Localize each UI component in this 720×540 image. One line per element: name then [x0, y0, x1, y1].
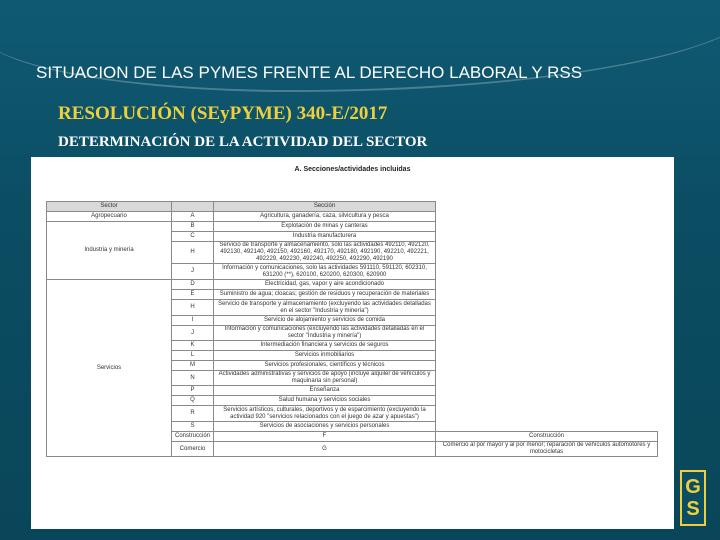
section-description-cell: Servicio de transporte y almacenamiento, solo las actividades 492110, 492120, 492130, 492140, 492150, 492160, 492170, 492180, 492190, 492210, 492221, 492229, 492230, 492240, 492250, 492290, 492190 — [214, 242, 436, 264]
table-header-row — [47, 202, 658, 212]
section-code-cell: H — [172, 300, 214, 316]
section-code-cell: S — [172, 422, 214, 432]
header-section: Sección — [214, 202, 436, 212]
sector-cell: Agropecuario — [47, 212, 172, 222]
section-code-cell: P — [172, 386, 214, 396]
table-row — [47, 222, 658, 232]
section-code-cell: J — [172, 326, 214, 341]
section-description-cell: Información y comunicaciones, solo las actividades 591110, 591120, 602310, 631200 (**), 620100, 620200, 620300, 620900 — [214, 264, 436, 280]
section-subheading: DETERMINACIÓN DE LA ACTIVIDAD DEL SECTOR — [58, 134, 428, 150]
section-description-cell: Servicios profesionales, científicos y técnicos — [214, 361, 436, 371]
section-code-cell: L — [172, 351, 214, 361]
section-description-cell: Agricultura, ganadería, caza, silvicultura y pesca — [214, 212, 436, 222]
logo-letter-s: S — [686, 498, 700, 520]
sector-cell: Servicios — [47, 280, 172, 457]
section-description-cell: Comercio al por mayor y al por menor; reparación de vehículos automotores y motocicletas — [436, 442, 658, 457]
table-row — [47, 212, 658, 222]
header-sector: Sector — [47, 202, 172, 212]
section-description-cell: Electricidad, gas, vapor y aire acondicionado — [214, 280, 436, 290]
section-code-cell: B — [172, 222, 214, 232]
section-code-cell: C — [172, 232, 214, 242]
activities-table — [46, 201, 658, 457]
sector-cell: Comercio — [172, 442, 214, 457]
resolution-heading: RESOLUCIÓN (SEyPYME) 340-E/2017 — [58, 103, 388, 124]
logo-letter-g: G — [685, 476, 701, 498]
header-code — [172, 202, 214, 212]
section-description-cell: Explotación de minas y canteras — [214, 222, 436, 232]
section-description-cell: Servicios de asociaciones y servicios personales — [214, 422, 436, 432]
table-row — [47, 280, 658, 290]
section-description-cell: Industria manufacturera — [214, 232, 436, 242]
section-code-cell: R — [172, 406, 214, 422]
section-description-cell: Construcción — [436, 432, 658, 442]
section-code-cell: N — [172, 371, 214, 386]
gs-logo — [680, 470, 706, 526]
section-description-cell: Servicios inmobiliarios — [214, 351, 436, 361]
table-caption: A. Secciones/actividades incluidas — [294, 166, 411, 173]
section-description-cell: Servicio de transporte y almacenamiento (excluyendo las actividades detalladas en el sector "Industria y minería") — [214, 300, 436, 316]
section-description-cell: Suministro de agua; cloacas; gestión de residuos y recuperación de materiales — [214, 290, 436, 300]
section-description-cell: Servicios artísticos, culturales, deportivos y de esparcimiento (excluyendo la actividad 920 "servicios relacionados con el juego de azar y apuestas") — [214, 406, 436, 422]
section-description-cell: Servicio de alojamiento y servicios de comida — [214, 316, 436, 326]
table-body — [47, 212, 658, 457]
section-code-cell: D — [172, 280, 214, 290]
slide-title: SITUACION DE LAS PYMES FRENTE AL DERECHO LABORAL Y RSS — [36, 63, 583, 82]
section-code-cell: J — [172, 264, 214, 280]
document-image — [31, 157, 674, 529]
section-code-cell: E — [172, 290, 214, 300]
sector-cell: Construcción — [172, 432, 214, 442]
section-description-cell: Actividades administrativas y servicios de apoyo (incluye alquiler de vehículos y maquinaria sin personal) — [214, 371, 436, 386]
section-description-cell: Enseñanza — [214, 386, 436, 396]
section-code-cell: G — [214, 442, 436, 457]
section-description-cell: Intermediación financiera y servicios de seguros — [214, 341, 436, 351]
sector-cell: Industria y minería — [47, 222, 172, 280]
section-code-cell: Q — [172, 396, 214, 406]
section-code-cell: A — [172, 212, 214, 222]
section-code-cell: M — [172, 361, 214, 371]
section-code-cell: K — [172, 341, 214, 351]
section-code-cell: F — [214, 432, 436, 442]
section-description-cell: Salud humana y servicios sociales — [214, 396, 436, 406]
section-code-cell: I — [172, 316, 214, 326]
section-code-cell: H — [172, 242, 214, 264]
section-description-cell: Información y comunicaciones (excluyendo las actividades detalladas en el sector "Industria y minería") — [214, 326, 436, 341]
